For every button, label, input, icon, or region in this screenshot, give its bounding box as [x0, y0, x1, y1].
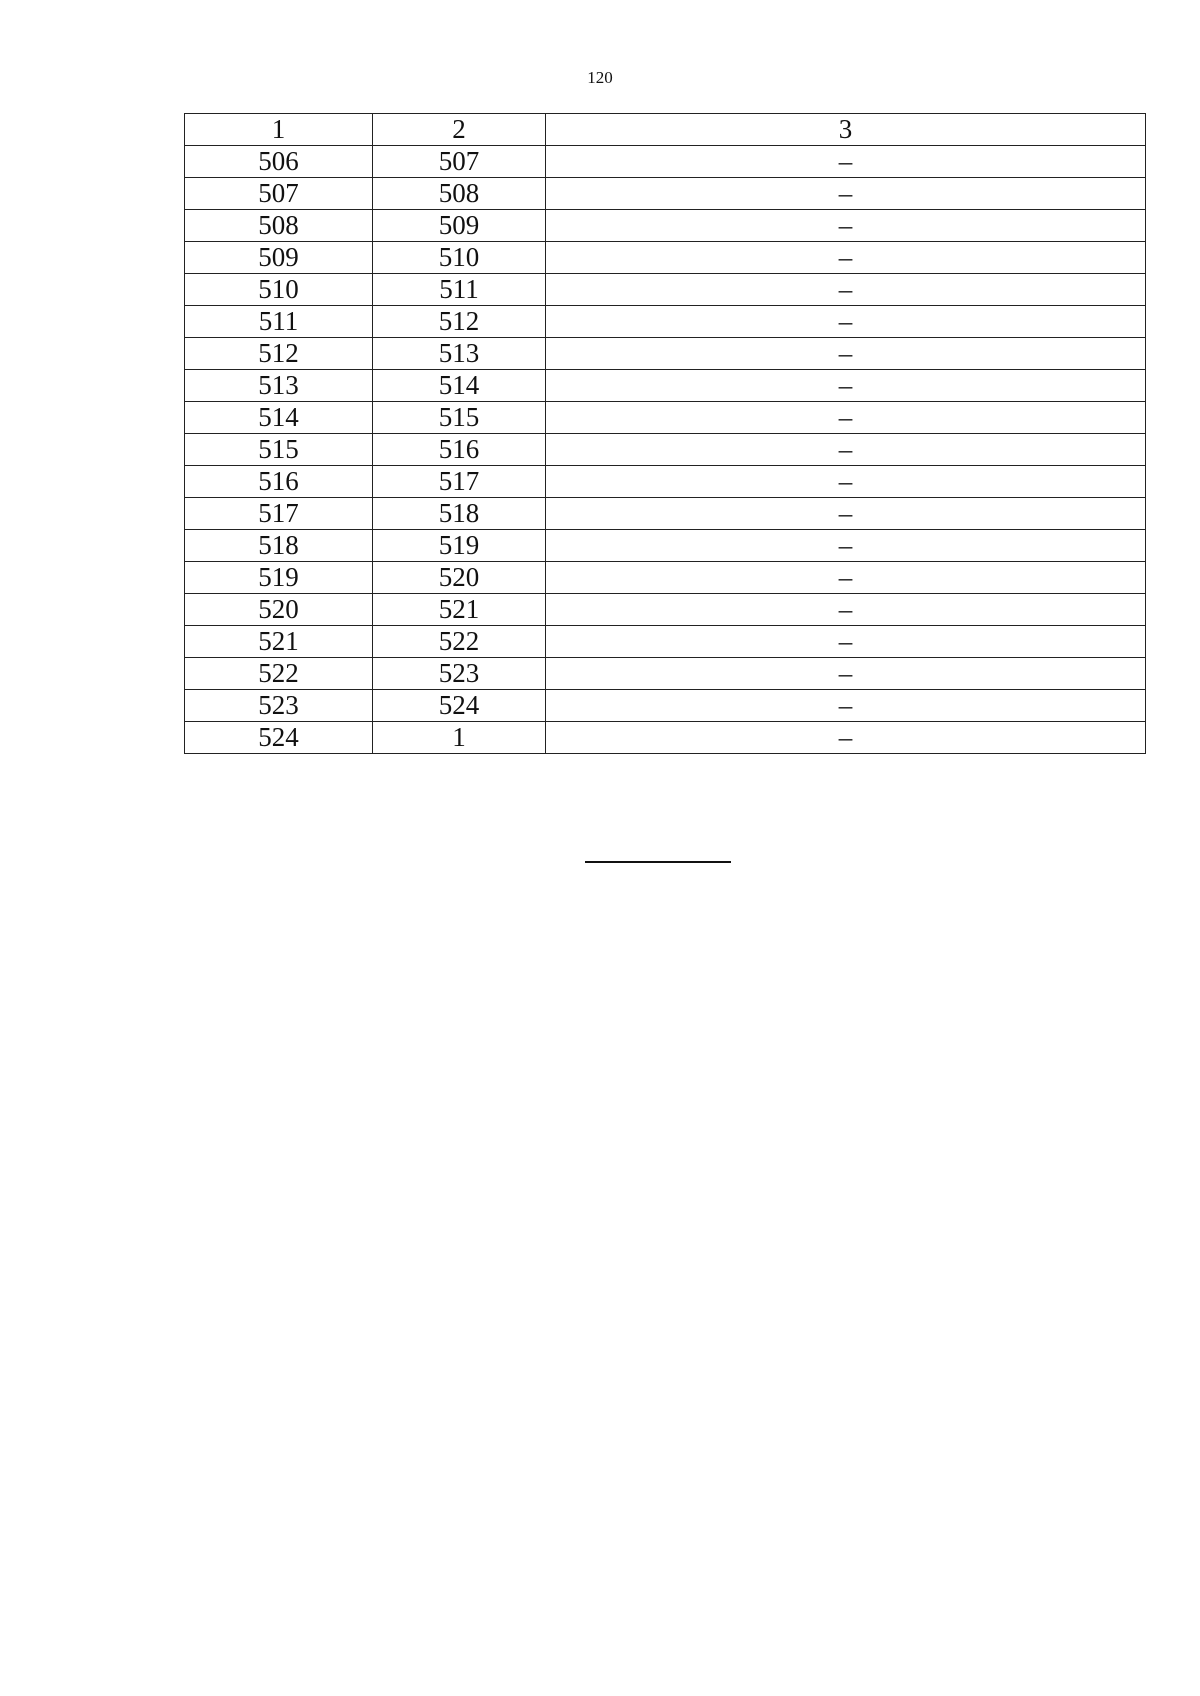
table-row	[185, 562, 1146, 594]
table-cell-col2: 514	[373, 370, 546, 402]
table-row	[185, 178, 1146, 210]
table-cell-col1: 511	[185, 306, 373, 338]
table-cell-col1: 523	[185, 690, 373, 722]
table-cell-col2: 511	[373, 274, 546, 306]
table-row	[185, 626, 1146, 658]
table-cell-col2: 522	[373, 626, 546, 658]
table-row	[185, 402, 1146, 434]
end-divider	[585, 861, 731, 863]
table-cell-col3: –	[546, 530, 1146, 562]
table-header-row	[185, 114, 1146, 146]
table-cell-col3: –	[546, 434, 1146, 466]
table-cell-col3: –	[546, 338, 1146, 370]
table-cell-col3: –	[546, 466, 1146, 498]
table-cell-col1: 520	[185, 594, 373, 626]
table-row	[185, 658, 1146, 690]
header-cell-2: 2	[373, 114, 546, 146]
table-row	[185, 690, 1146, 722]
table-cell-col2: 521	[373, 594, 546, 626]
table-cell-col3: –	[546, 722, 1146, 754]
table-row	[185, 722, 1146, 754]
table-cell-col1: 524	[185, 722, 373, 754]
table-cell-col3: –	[546, 658, 1146, 690]
table-cell-col2: 510	[373, 242, 546, 274]
data-table	[184, 113, 1146, 754]
table-cell-col2: 518	[373, 498, 546, 530]
table-cell-col2: 1	[373, 722, 546, 754]
table-cell-col1: 507	[185, 178, 373, 210]
table-cell-col3: –	[546, 210, 1146, 242]
table-cell-col1: 521	[185, 626, 373, 658]
table-cell-col3: –	[546, 498, 1146, 530]
table-cell-col2: 516	[373, 434, 546, 466]
table-cell-col1: 515	[185, 434, 373, 466]
table-cell-col1: 512	[185, 338, 373, 370]
table-cell-col2: 507	[373, 146, 546, 178]
table-cell-col3: –	[546, 370, 1146, 402]
table-row	[185, 530, 1146, 562]
table-cell-col1: 517	[185, 498, 373, 530]
table-cell-col3: –	[546, 274, 1146, 306]
table-cell-col3: –	[546, 178, 1146, 210]
table-row	[185, 594, 1146, 626]
table-cell-col2: 513	[373, 338, 546, 370]
table-cell-col3: –	[546, 562, 1146, 594]
table-row	[185, 338, 1146, 370]
table-cell-col1: 518	[185, 530, 373, 562]
table-cell-col3: –	[546, 242, 1146, 274]
table-row	[185, 242, 1146, 274]
table-cell-col3: –	[546, 306, 1146, 338]
table-cell-col1: 514	[185, 402, 373, 434]
header-cell-1: 1	[185, 114, 373, 146]
table-cell-col2: 519	[373, 530, 546, 562]
table-cell-col2: 512	[373, 306, 546, 338]
table-cell-col3: –	[546, 626, 1146, 658]
table-cell-col2: 520	[373, 562, 546, 594]
table-cell-col3: –	[546, 690, 1146, 722]
table-row	[185, 370, 1146, 402]
table-cell-col1: 519	[185, 562, 373, 594]
table-cell-col1: 516	[185, 466, 373, 498]
table-row	[185, 146, 1146, 178]
table-cell-col2: 515	[373, 402, 546, 434]
table-row	[185, 434, 1146, 466]
table-cell-col1: 522	[185, 658, 373, 690]
table-cell-col3: –	[546, 146, 1146, 178]
table-cell-col1: 506	[185, 146, 373, 178]
table-cell-col2: 523	[373, 658, 546, 690]
table-row	[185, 210, 1146, 242]
table-row	[185, 498, 1146, 530]
header-cell-3: 3	[546, 114, 1146, 146]
table-cell-col1: 508	[185, 210, 373, 242]
page-number: 120	[587, 68, 613, 87]
table-cell-col1: 510	[185, 274, 373, 306]
table-cell-col2: 508	[373, 178, 546, 210]
table-body	[185, 114, 1146, 754]
table-cell-col2: 509	[373, 210, 546, 242]
table-row	[185, 466, 1146, 498]
table-cell-col2: 517	[373, 466, 546, 498]
table-row	[185, 274, 1146, 306]
table-cell-col3: –	[546, 594, 1146, 626]
table-cell-col1: 513	[185, 370, 373, 402]
table-cell-col2: 524	[373, 690, 546, 722]
table-cell-col1: 509	[185, 242, 373, 274]
table-cell-col3: –	[546, 402, 1146, 434]
table-row	[185, 306, 1146, 338]
